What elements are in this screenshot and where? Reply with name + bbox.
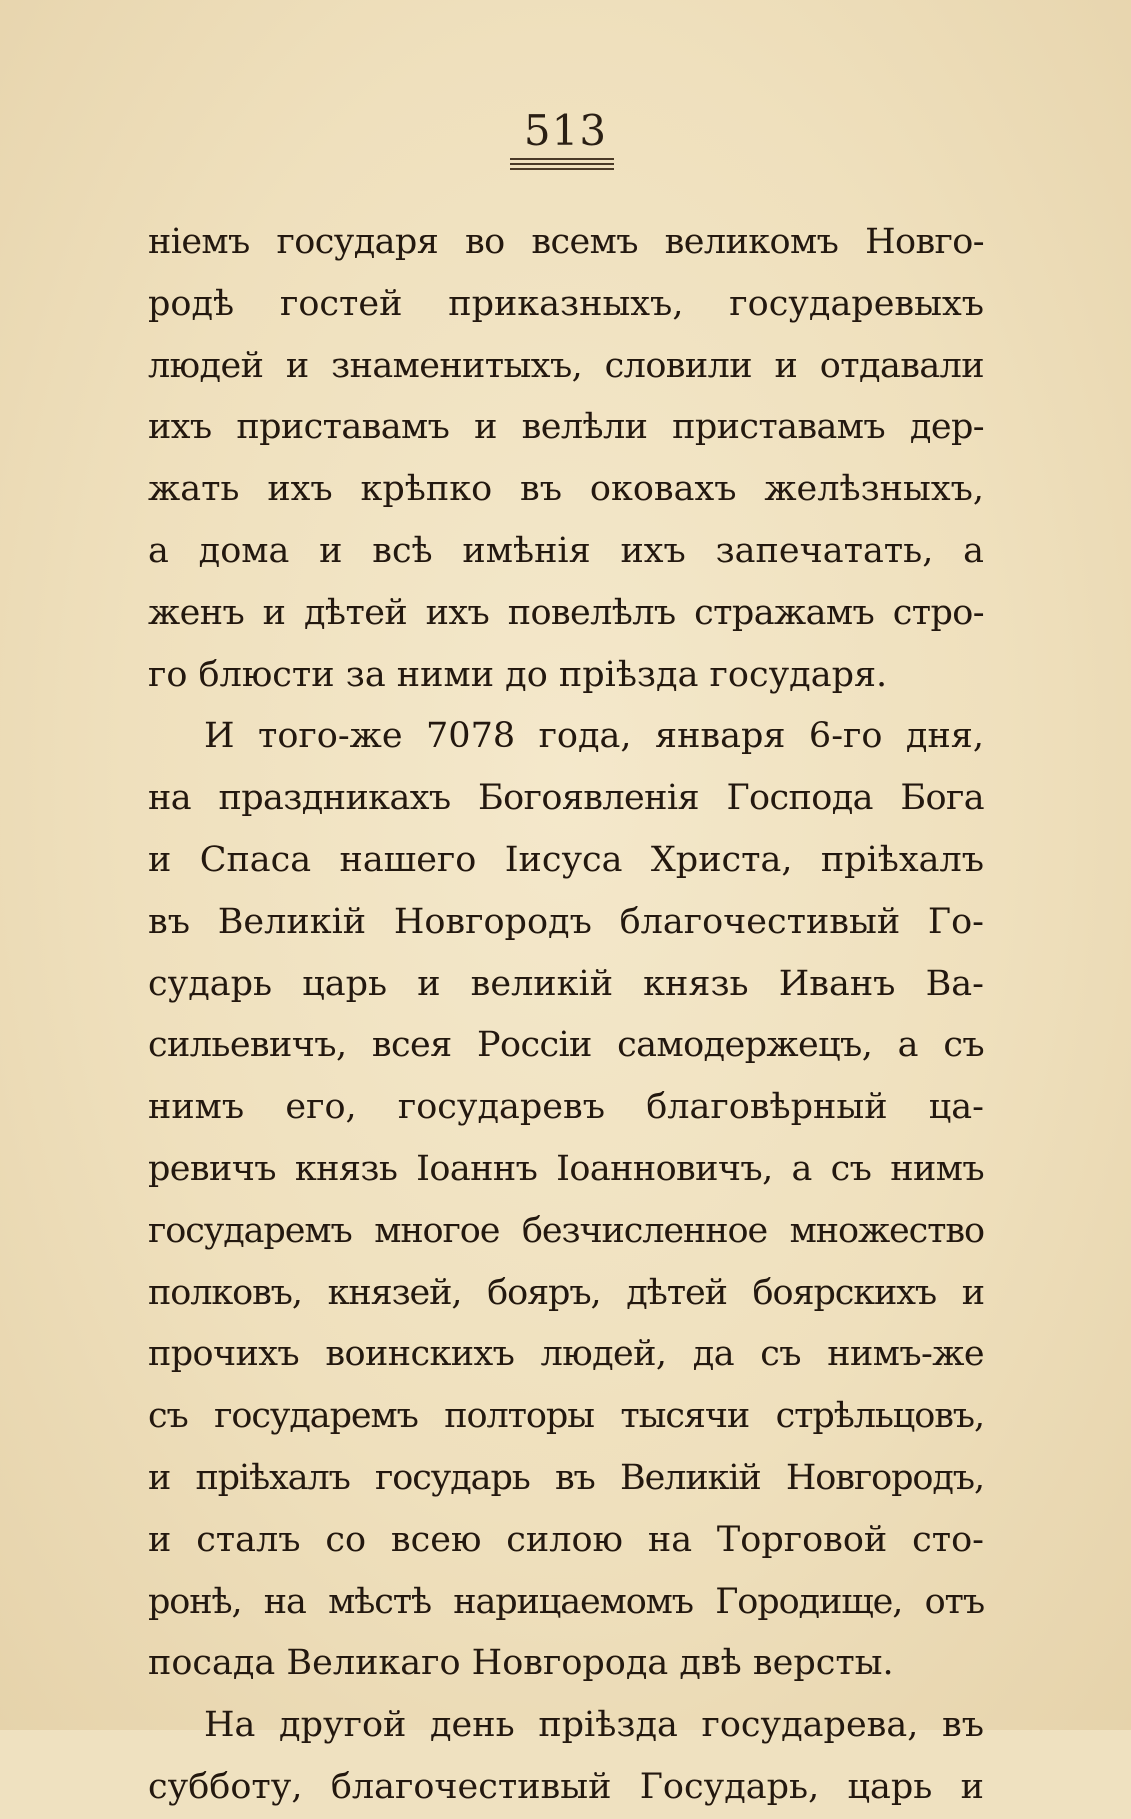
header-rule: [510, 163, 614, 165]
text-line: полковъ, князей, бояръ, дѣтей боярскихъ и: [148, 1272, 984, 1313]
text-line: на праздникахъ Богоявленiя Господа Бога: [148, 778, 984, 819]
text-line: ронѣ, на мѣстѣ нарицаемомъ Городище, отъ: [148, 1581, 984, 1622]
text-line: сударь царь и великiй князь Иванъ Ва-: [148, 963, 984, 1004]
text-line: сильевичъ, всея Россiи самодержецъ, а съ: [148, 1025, 984, 1066]
text-line: государемъ многое безчисленное множество: [148, 1210, 984, 1251]
text-line: нимъ его, государевъ благовѣрный ца-: [148, 1087, 984, 1128]
text-line: нiемъ государя во всемъ великомъ Новго-: [148, 222, 984, 262]
text-line: прочихъ воинскихъ людей, да съ нимъ-же: [148, 1334, 984, 1375]
text-line: и прiѣхалъ государь въ Великiй Новгородъ,: [148, 1457, 984, 1498]
text-line: людей и знаменитыхъ, словили и отдавали: [148, 345, 984, 386]
header-rule: [510, 168, 614, 170]
text-line: субботу, благочестивый Государь, царь и: [148, 1766, 984, 1807]
text-line: го блюсти за ними до прiѣзда государя.: [148, 654, 888, 695]
text-line: жать ихъ крѣпко въ оковахъ желѣзныхъ,: [148, 469, 984, 510]
text-line: родѣ гостей приказныхъ, государевыхъ: [148, 283, 984, 324]
text-line: посада Великаго Новгорода двѣ версты.: [148, 1643, 894, 1684]
text-line: На другой день прiѣзда государева, въ: [204, 1705, 984, 1746]
text-line: ихъ приставамъ и велѣли приставамъ дер-: [148, 407, 984, 448]
text-line: съ государемъ полторы тысячи стрѣльцовъ,: [148, 1396, 984, 1437]
text-line: и Спаса нашего Iисуса Христа, прiѣхалъ: [148, 839, 984, 880]
text-line: женъ и дѣтей ихъ повелѣлъ стражамъ стро-: [148, 592, 984, 633]
header-rule: [510, 158, 614, 160]
text-line: и сталъ со всею силою на Торговой сто-: [148, 1519, 984, 1560]
text-line: въ Великiй Новгородъ благочестивый Го-: [148, 901, 984, 942]
page-number: 513: [523, 106, 608, 155]
body-text: [148, 212, 984, 1819]
text-line: а дома и всѣ имѣнiя ихъ запечатать, а: [148, 530, 984, 571]
text-line: И того-же 7078 года, января 6-го дня,: [204, 716, 984, 757]
text-line: ревичъ князь Iоаннъ Iоанновичъ, а съ нимъ: [148, 1148, 984, 1189]
